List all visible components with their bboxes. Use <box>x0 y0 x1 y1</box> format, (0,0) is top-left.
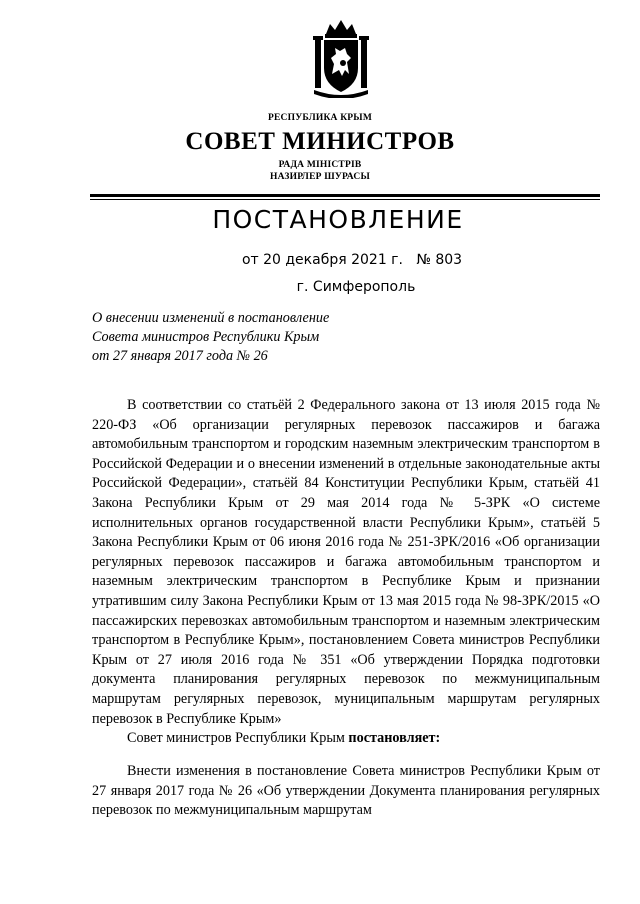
preamble-text: В соответствии со статьёй 2 Федерального закона от 13 июля 2015 года № 220-ФЗ «Об организации регулярных перевозок пассажиров и багажа автомобильным транспортом и городским наземным электрическим транспортом в Российской Федерации и о внесении изменений в отдельные законодательные акты Российской Федерации», статьёй 84 Конституции Республики Крым, статьёй 41 Закона Республики Крым от 29 мая 2014 года № 5-ЗРК «О системе исполнительных органов государственной власти Республики Крым», статьёй 5 Закона Республики Крым от 06 июня 2016 года № 251-ЗРК/2016 «Об организации регулярных перевозок пассажиров и багажа автомобильным транспортом и наземным электрическим транспортом в Республике Крым и признании утратившим силу Закона Республики Крым от 13 мая 2015 года № 98-ЗРК/2015 «О пассажирских перевозках автомобильным транспортом и наземным электрическим транспортом в Республике Крым», постановлением Совета министров Республики Крым от 27 июля 2016 года № 351 «Об утверждении Порядка подготовки документа планирования регулярных перевозок по межмуниципальным маршрутам регулярных перевозок, муниципальным маршрутам регулярных перевозок в Республике Крым» <box>92 397 600 727</box>
doc-type-title: ПОСТАНОВЛЕНИЕ <box>212 205 464 234</box>
resolves-prefix: Совет министров Республики Крым <box>127 730 349 746</box>
resolves-bold: постановляет: <box>348 730 441 746</box>
body-paragraph-preamble <box>92 396 600 729</box>
date-number-line: от 20 декабря 2021 г. № 803 <box>241 252 463 268</box>
title-line: от 27 января 2017 года № 26 <box>92 348 268 364</box>
resolves-text <box>92 729 600 749</box>
header-crimean-tatar: НАЗИРЛЕР ШУРАСЫ <box>270 172 370 182</box>
header-rule-thin <box>90 199 600 200</box>
item1-text: Внести изменения в постановление Совета министров Республики Крым от 27 января 2017 года № 26 «Об утверждении Документа планирования регулярных перевозок по межмуниципальным маршрутам <box>92 763 600 819</box>
city-line: г. Симферополь <box>296 279 416 295</box>
header-republic: РЕСПУБЛИКА КРЫМ <box>268 113 372 123</box>
title-line: Совета министров Республики Крым <box>92 329 320 345</box>
document-title <box>92 309 329 366</box>
body-paragraph-item1 <box>92 762 600 821</box>
coat-of-arms-emblem <box>312 18 370 98</box>
title-line: О внесении изменений в постановление <box>92 310 330 326</box>
body-paragraph-resolves <box>92 729 600 749</box>
header-council: СОВЕТ МИНИСТРОВ <box>185 128 455 155</box>
header-ukrainian: РАДА МІНІСТРІВ <box>278 160 362 170</box>
header-rule-thick <box>90 194 600 197</box>
